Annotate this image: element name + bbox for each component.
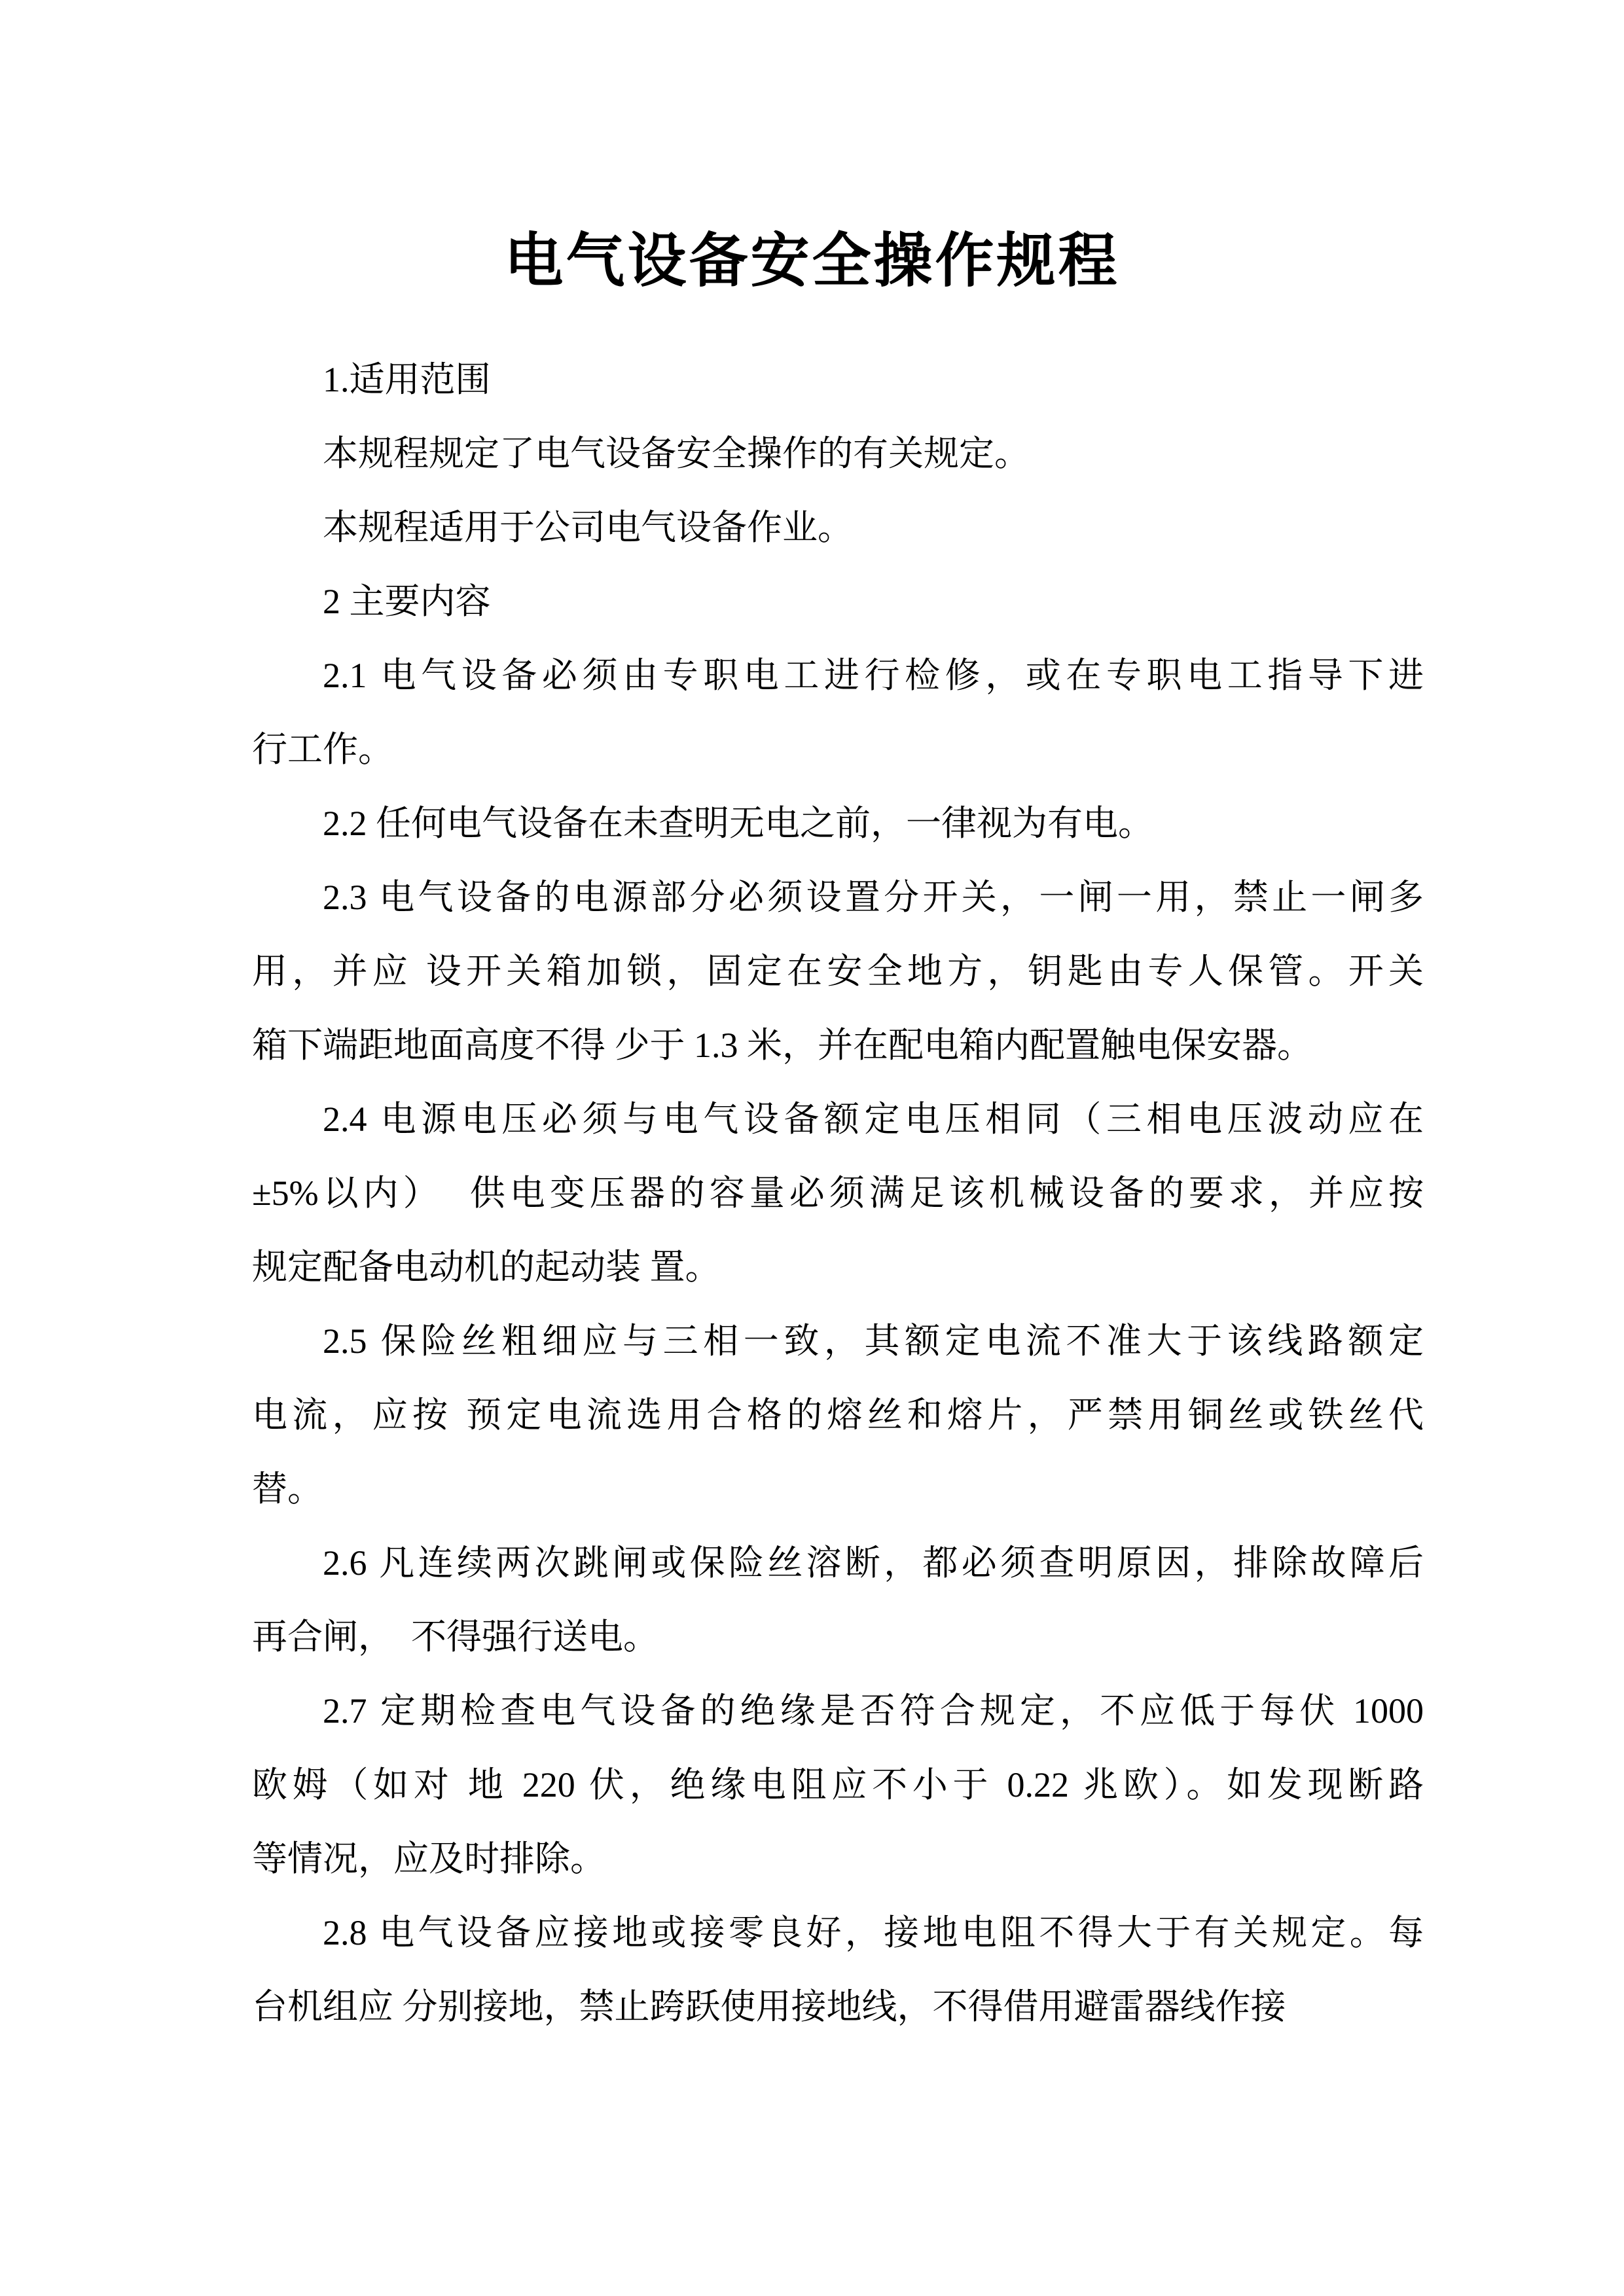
text-line: 2.2 任何电气设备在未查明无电之前，一律视为有电。 (323, 804, 1153, 843)
paragraph (252, 1304, 1424, 1526)
paragraph (252, 787, 1424, 861)
text-line: 欧姆（如对 地 220 伏，绝缘电阻应不小于 0.22 兆欧）。如发现断路 (252, 1765, 1424, 1804)
paragraph (252, 417, 1424, 491)
text-line: ±5%以内） 供电变压器的容量必须满足该机械设备的要求，并应按 (252, 1174, 1424, 1213)
text-line: 再合闸， 不得强行送电。 (252, 1617, 659, 1657)
text-line: 2 主要内容 (323, 582, 491, 621)
text-line: 2.5 保险丝粗细应与三相一致，其额定电流不准大于该线路额定 (323, 1321, 1424, 1361)
text-line: 箱下端距地面高度不得 少于 1.3 米，并在配电箱内配置触电保安器。 (252, 1026, 1312, 1065)
text-line: 替。 (252, 1469, 323, 1509)
text-line: 行工作。 (252, 730, 393, 769)
document-body (252, 343, 1424, 2044)
paragraph (252, 565, 1424, 639)
text-line: 2.1 电气设备必须由专职电工进行检修，或在专职电工指导下进 (323, 656, 1424, 695)
paragraph (252, 861, 1424, 1083)
paragraph (252, 491, 1424, 565)
text-line: 电流，应按 预定电流选用合格的熔丝和熔片，严禁用铜丝或铁丝代 (252, 1395, 1424, 1435)
document-title: 电气设备安全操作规程 (504, 229, 1120, 294)
paragraph (252, 639, 1424, 787)
text-line: 1.适用范围 (323, 360, 491, 399)
text-line: 2.3 电气设备的电源部分必须设置分开关，一闸一用，禁止一闸多 (323, 878, 1424, 917)
text-line: 台机组应 分别接地，禁止跨跃使用接地线，不得借用避雷器线作接 (252, 1987, 1286, 2026)
text-line: 本规程适用于公司电气设备作业。 (323, 508, 853, 547)
text-line: 2.7 定期检查电气设备的绝缘是否符合规定，不应低于每伏 1000 (323, 1691, 1424, 1731)
text-line: 本规程规定了电气设备安全操作的有关规定。 (323, 434, 1030, 473)
text-line: 规定配备电动机的起动装 置。 (252, 1247, 721, 1287)
text-line: 2.8 电气设备应接地或接零良好，接地电阻不得大于有关规定。每 (323, 1913, 1424, 1952)
text-line: 用，并应 设开关箱加锁，固定在安全地方，钥匙由专人保管。开关 (252, 952, 1424, 991)
paragraph (252, 1083, 1424, 1304)
paragraph (252, 1526, 1424, 1674)
text-line: 2.4 电源电压必须与电气设备额定电压相同（三相电压波动应在 (323, 1100, 1424, 1139)
paragraph (252, 343, 1424, 417)
text-line: 2.6 凡连续两次跳闸或保险丝溶断，都必须查明原因，排除故障后 (323, 1543, 1424, 1583)
paragraph (252, 1674, 1424, 1896)
text-line: 等情况，应及时排除。 (252, 1839, 605, 1878)
paragraph (252, 1896, 1424, 2044)
